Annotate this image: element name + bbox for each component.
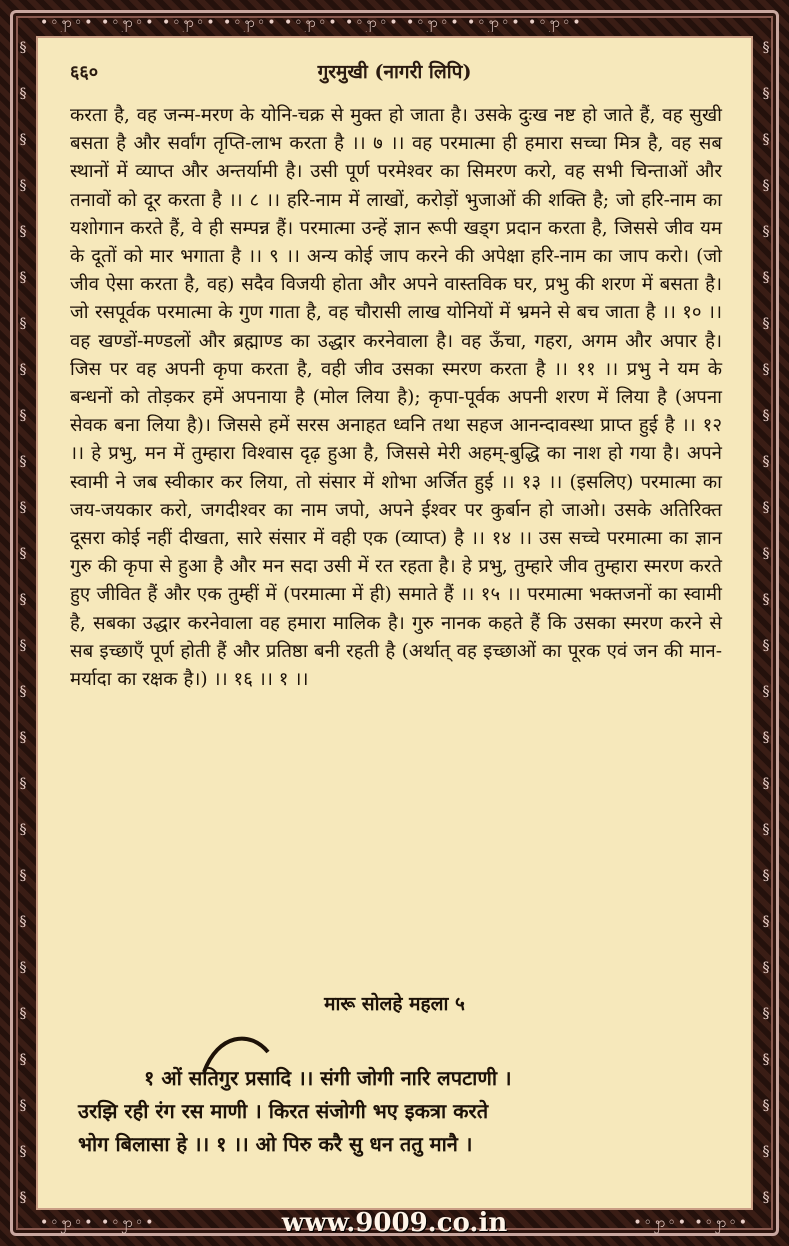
left-ornament: § § § § § § § § § § § § § § § § § § § § § § § § § §	[19, 40, 27, 1206]
page-header	[38, 58, 751, 86]
section-title: मारू सोलहे महला ५	[324, 993, 465, 1015]
page-paper	[36, 36, 753, 1210]
page-title: गुरमुखी (नागरी लिपि)	[317, 61, 472, 83]
footer-ornament-right: •◦ꩭ◦• •◦ꩭ◦•	[633, 1215, 749, 1231]
footer-ornament-left: •◦ꩭ◦• •◦ꩭ◦•	[40, 1215, 156, 1231]
gurbani-line-1: १ ओं सतिगुर प्रसादि ।। संगी जोगी नारि लपटाणी ।	[144, 1066, 512, 1090]
website-footer[interactable]: www.9009.co.in	[281, 1208, 508, 1238]
gurbani-line-3: भोग बिलासा हे ।। १ ।। ओ पिरु करै सु धन ततु मानै ।	[78, 1132, 473, 1156]
gurbani-line-2: उरझि रही रंग रस माणी । किरत संजोगी भए इकत्रा करते	[78, 1099, 489, 1123]
top-ornament: •◦ꩭ◦• •◦ꩭ◦• •◦ꩭ◦• •◦ꩭ◦• •◦ꩭ◦• •◦ꩭ◦• •◦ꩭ◦• •◦ꩭ◦• •◦ꩭ◦•	[40, 14, 583, 31]
page-number: ६६०	[70, 62, 99, 83]
gurbani-verse	[78, 1062, 718, 1161]
translation-body: करता है, वह जन्म-मरण के योनि-चक्र से मुक्त हो जाता है। उसके दुःख नष्ट हो जाते हैं, वह सुखी बसता है और सर्वांग तृप्ति-लाभ करता है ।। ७ ।। वह परमात्मा ही हमारा सच्चा मित्र है, वह सब स्थानों में व्याप्त और अन्तर्यामी है। उसी पूर्ण परमेश्वर का सिमरण करो, वह सभी चिन्ताओं और तनावों को दूर करता है ।। ८ ।। हरि-नाम में लाखों, करोड़ों भुजाओं की शक्ति है; जो हरि-नाम का यशोगान करते हैं, वे ही सम्पन्न हैं। परमात्मा उन्हें ज्ञान रूपी खड्ग प्रदान करता है, जिससे जीव यम के दूतों को मार भगाता है ।। ९ ।। अन्य कोई जाप करने की अपेक्षा हरि-नाम का जाप करो। (जो जीव ऐसा करता है, वह) सदैव विजयी होता और अपने वास्तविक घर, प्रभु की शरण में बसता है। जो रसपूर्वक परमात्मा के गुण गाता है, वह चौरासी लाख योनियों में भ्रमने से बच जाता है ।। १० ।। वह खण्डों-मण्डलों और ब्रह्माण्ड का उद्धार करनेवाला है। वह ऊँचा, गहरा, अगम और अपार है। जिस पर वह अपनी कृपा करता है, वही जीव उसका स्मरण करता है ।। ११ ।। प्रभु ने यम के बन्धनों को तोड़कर हमें अपनाया है (मोल लिया है); कृपा-पूर्वक अपनी शरण में लिया है (अपना सेवक बना लिया है)। जिससे हमें सरस अनाहत ध्वनि तथा सहज आनन्दावस्था प्राप्त हुई है ।। १२ ।। हे प्रभु, मन में तुम्हारा विश्वास दृढ़ हुआ है, जिससे मेरी अहम्-बुद्धि का नाश हो गया है। अपने स्वामी ने जब स्वीकार कर लिया, तो संसार में शोभा अर्जित हुई ।। १३ ।। (इसलिए) परमात्मा का जय-जयकार करो, जगदीश्वर का नाम जपो, अपने ईश्वर पर कुर्बान हो जाओ। उसके अतिरिक्त दूसरा कोई नहीं दीखता, सारे संसार में वही एक (व्याप्त) है ।। १४ ।। उस सच्चे परमात्मा का ज्ञान गुरु की कृपा से हुआ है और मन सदा उसी में रत रहता है। हे प्रभु, तुम्हारे जीव तुम्हारा स्मरण करते हुए जीवित हैं और एक तुम्हीं में (परमात्मा में ही) समाते हैं ।। १५ ।। परमात्मा भक्तजनों का स्वामी है, सबका उद्धार करनेवाला वह हमारा मालिक है। गुरु नानक कहते हैं कि उसका स्मरण करने से सब इच्छाएँ पूर्ण होती हैं और प्रतिष्ठा बनी रहती है (अर्थात् वह इच्छाओं का पूरक एवं जन की मान-मर्यादा का रक्षक है।) ।। १६ ।। १ ।।	[70, 105, 722, 691]
right-ornament: § § § § § § § § § § § § § § § § § § § § § § § § § §	[762, 40, 770, 1206]
